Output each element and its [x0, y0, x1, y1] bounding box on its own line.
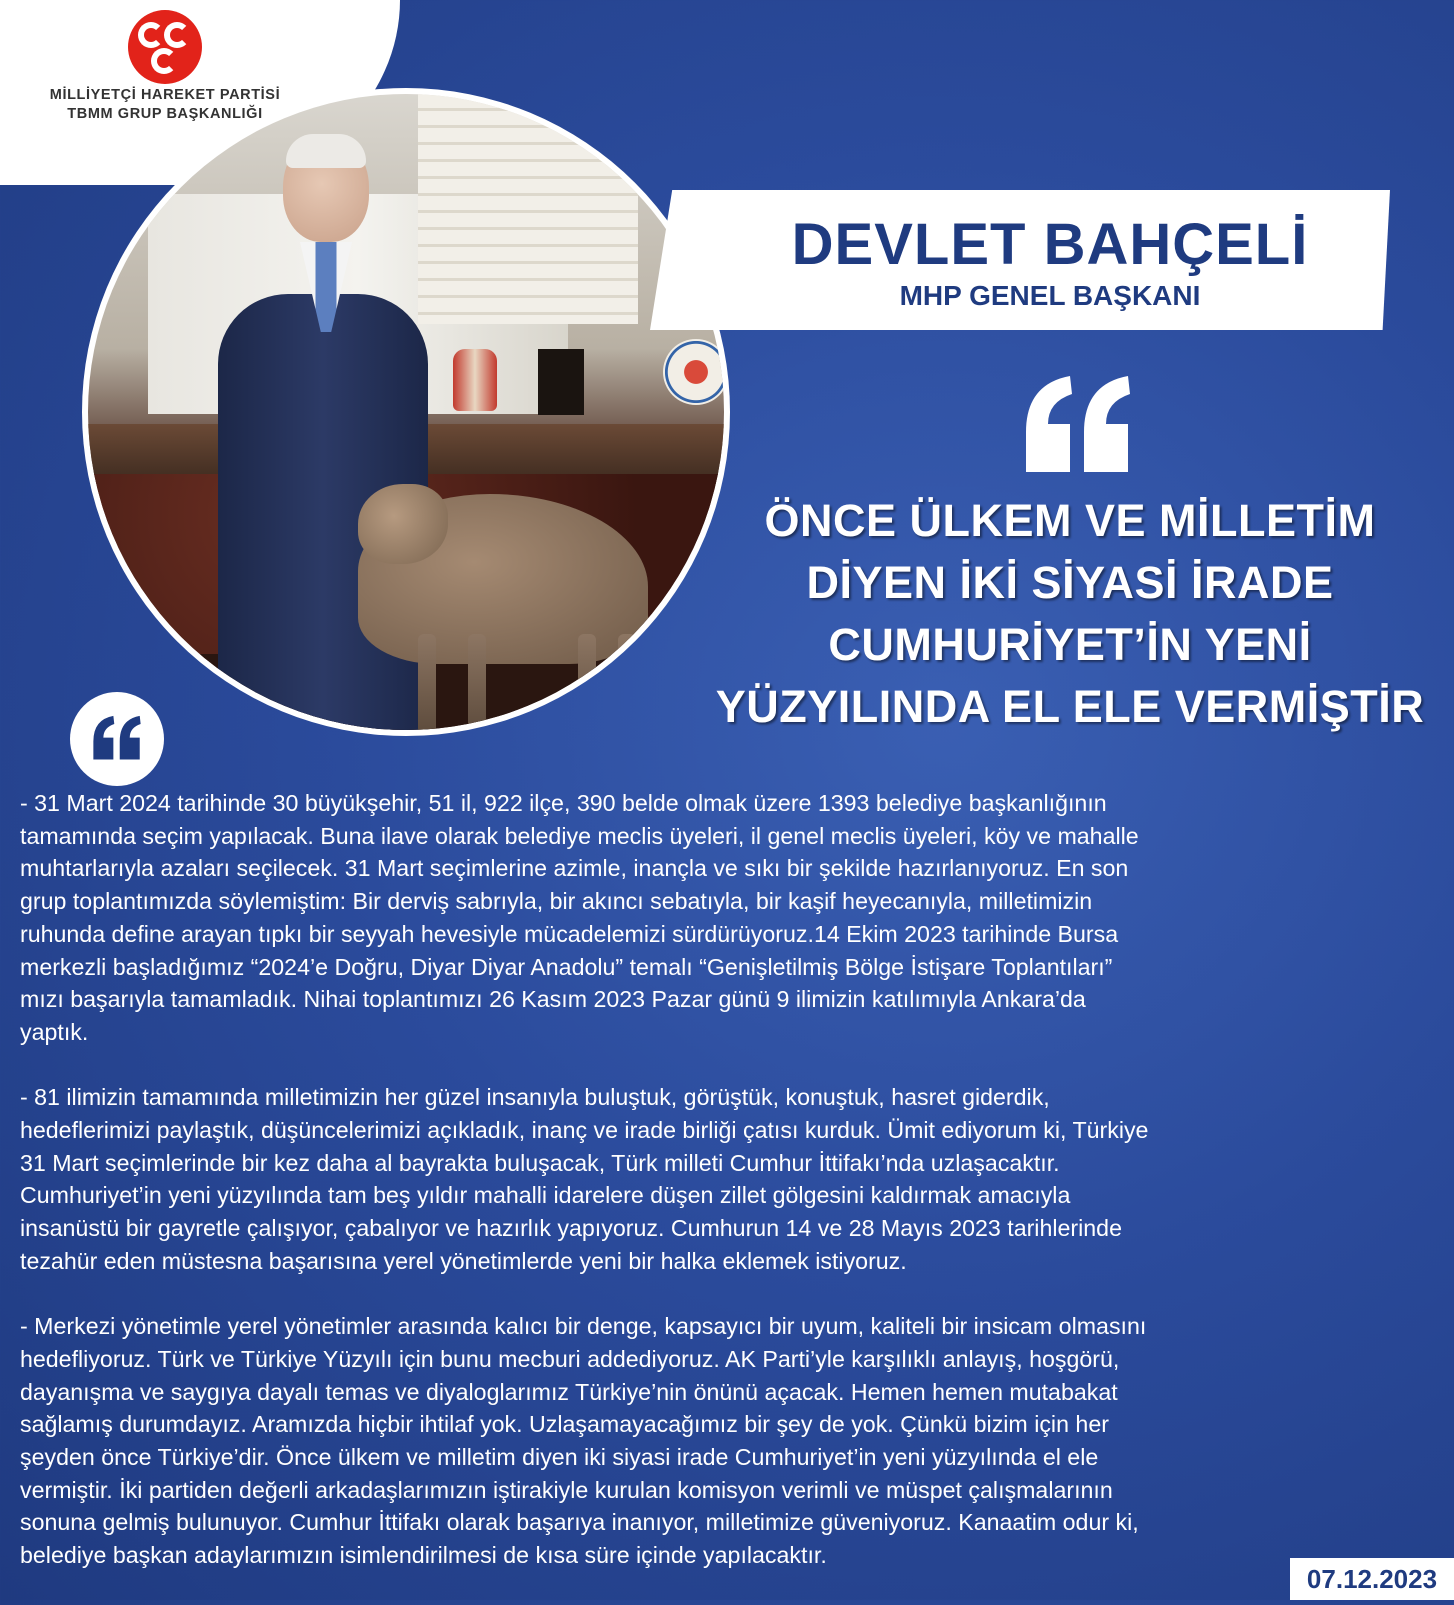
date-badge: 07.12.2023	[1290, 1558, 1454, 1600]
party-name-line1: MİLLİYETÇİ HAREKET PARTİSİ	[49, 87, 281, 103]
statement-body	[20, 787, 1440, 1605]
party-name-line2: TBMM GRUP BAŞKANLIĞI	[67, 106, 263, 122]
headline-quote	[700, 490, 1440, 738]
paragraph-2: - 81 ilimizin tamamında milletimizin her güzel insanıyla buluştuk, görüştük, konuştuk, hasret giderdik, hedeflerimizi paylaştık, düşüncelerimizi açıkladık, inanç ve irade birliği çatısı kurduk. Ümit ediyorum ki, Türkiye 31 Mart seçimlerinde bir kez daha al bayrakta buluşacak, Türk milleti Cumhur İttifakı’nda uzlaşacaktır. Cumhuriyet’in yeni yüzyılında tam beş yıldır mahalli idarelere düşen zillet gölgesini kaldırmak amacıyla insanüstü bir gayretle çalışıyor, çabalıyor ve hazırlık yapıyoruz. Cumhurun 14 ve 28 Mayıs 2023 tarihlerinde tezahür eden müstesna başarısına yerel yönetimlerde yeni bir halka eklemek istiyoruz.	[20, 1084, 1149, 1274]
headline-line4: YÜZYILINDA EL ELE VERMİŞTİR	[715, 681, 1425, 732]
paragraph-1: - 31 Mart 2024 tarihinde 30 büyükşehir, 51 il, 922 ilçe, 390 belde olmak üzere 1393 belediye başkanlığının tamamında seçim yapılacak. Buna ilave olarak belediye meclis üyeleri, il genel meclis üyeleri, köy ve mahalle muhtarlarıyla azaları seçilecek. 31 Mart seçimlerine azimle, inançla ve sıkı bir şekilde hazırlanıyoruz. En son grup toplantımızda söylemiştim: Bir derviş sabrıyla, bir akıncı sebatıyla, bir kaşif heyecanıyla, milletimizin ruhunda define arayan tıpkı bir seyyah hevesiyle mücadelemizi sürdürüyoruz.14 Ekim 2023 tarihinde Bursa merkezli başladığımız “2024’e Doğru, Diyar Diyar Anadolu” temalı “Genişletilmiş Bölge İstişare Toplantıları” mızı başarıyla tamamladık. Nihai toplantımızı 26 Kasım 2023 Pazar günü 9 ilimizin katılımıyla Ankara’da yaptık.	[20, 790, 1139, 1045]
double-quote-icon	[88, 714, 146, 764]
photo-scene	[88, 94, 724, 730]
headline-line1: ÖNCE ÜLKEM VE MİLLETİM	[764, 495, 1376, 546]
mhp-logo-icon	[128, 10, 202, 84]
paragraph-3: - Merkezi yönetimle yerel yönetimler arasında kalıcı bir denge, kapsayıcı bir uyum, kaliteli bir insicam olmasını hedefliyoruz. Türk ve Türkiye Yüzyılı için bunu mecburi addediyoruz. AK Parti’yle karşılıklı anlayış, hoşgörü, dayanışma ve saygıya dayalı temas ve diyaloglarımız Türkiye’nin önünü açacak. Hemen hemen mutabakat sağlamış durumdayız. Aramızda hiçbir ihtilaf yok. Uzlaşamayacağımız bir şey de yok. Çünkü bizim için her şeyden önce Türkiye’dir. Önce ülkem ve milletim diyen iki siyasi irade Cumhuriyet’in yeni yüzyılında el ele vermiştir. İki partiden değerli arkadaşlarımızın iştirakiyle kurulan komisyon verimli ve müspet çalışmalarının sonuna gelmiş bulunuyor. Cumhur İttifakı olarak başarıya inanıyor, milletimize güveniyoruz. Kanaatim odur ki, belediye başkan adaylarımızın isimlendirilmesi de kısa süre içinde yapılacaktır.	[20, 1313, 1147, 1569]
headline-line2: DİYEN İKİ SİYASİ İRADE	[806, 557, 1334, 608]
headline-line3: CUMHURİYET’İN YENİ	[828, 619, 1312, 670]
speaker-photo	[82, 88, 730, 736]
quote-bubble	[70, 692, 164, 786]
speaker-name: DEVLET BAHÇELİ	[791, 212, 1309, 277]
double-quote-icon	[1018, 372, 1138, 482]
speaker-title: MHP GENEL BAŞKANI	[899, 280, 1201, 311]
